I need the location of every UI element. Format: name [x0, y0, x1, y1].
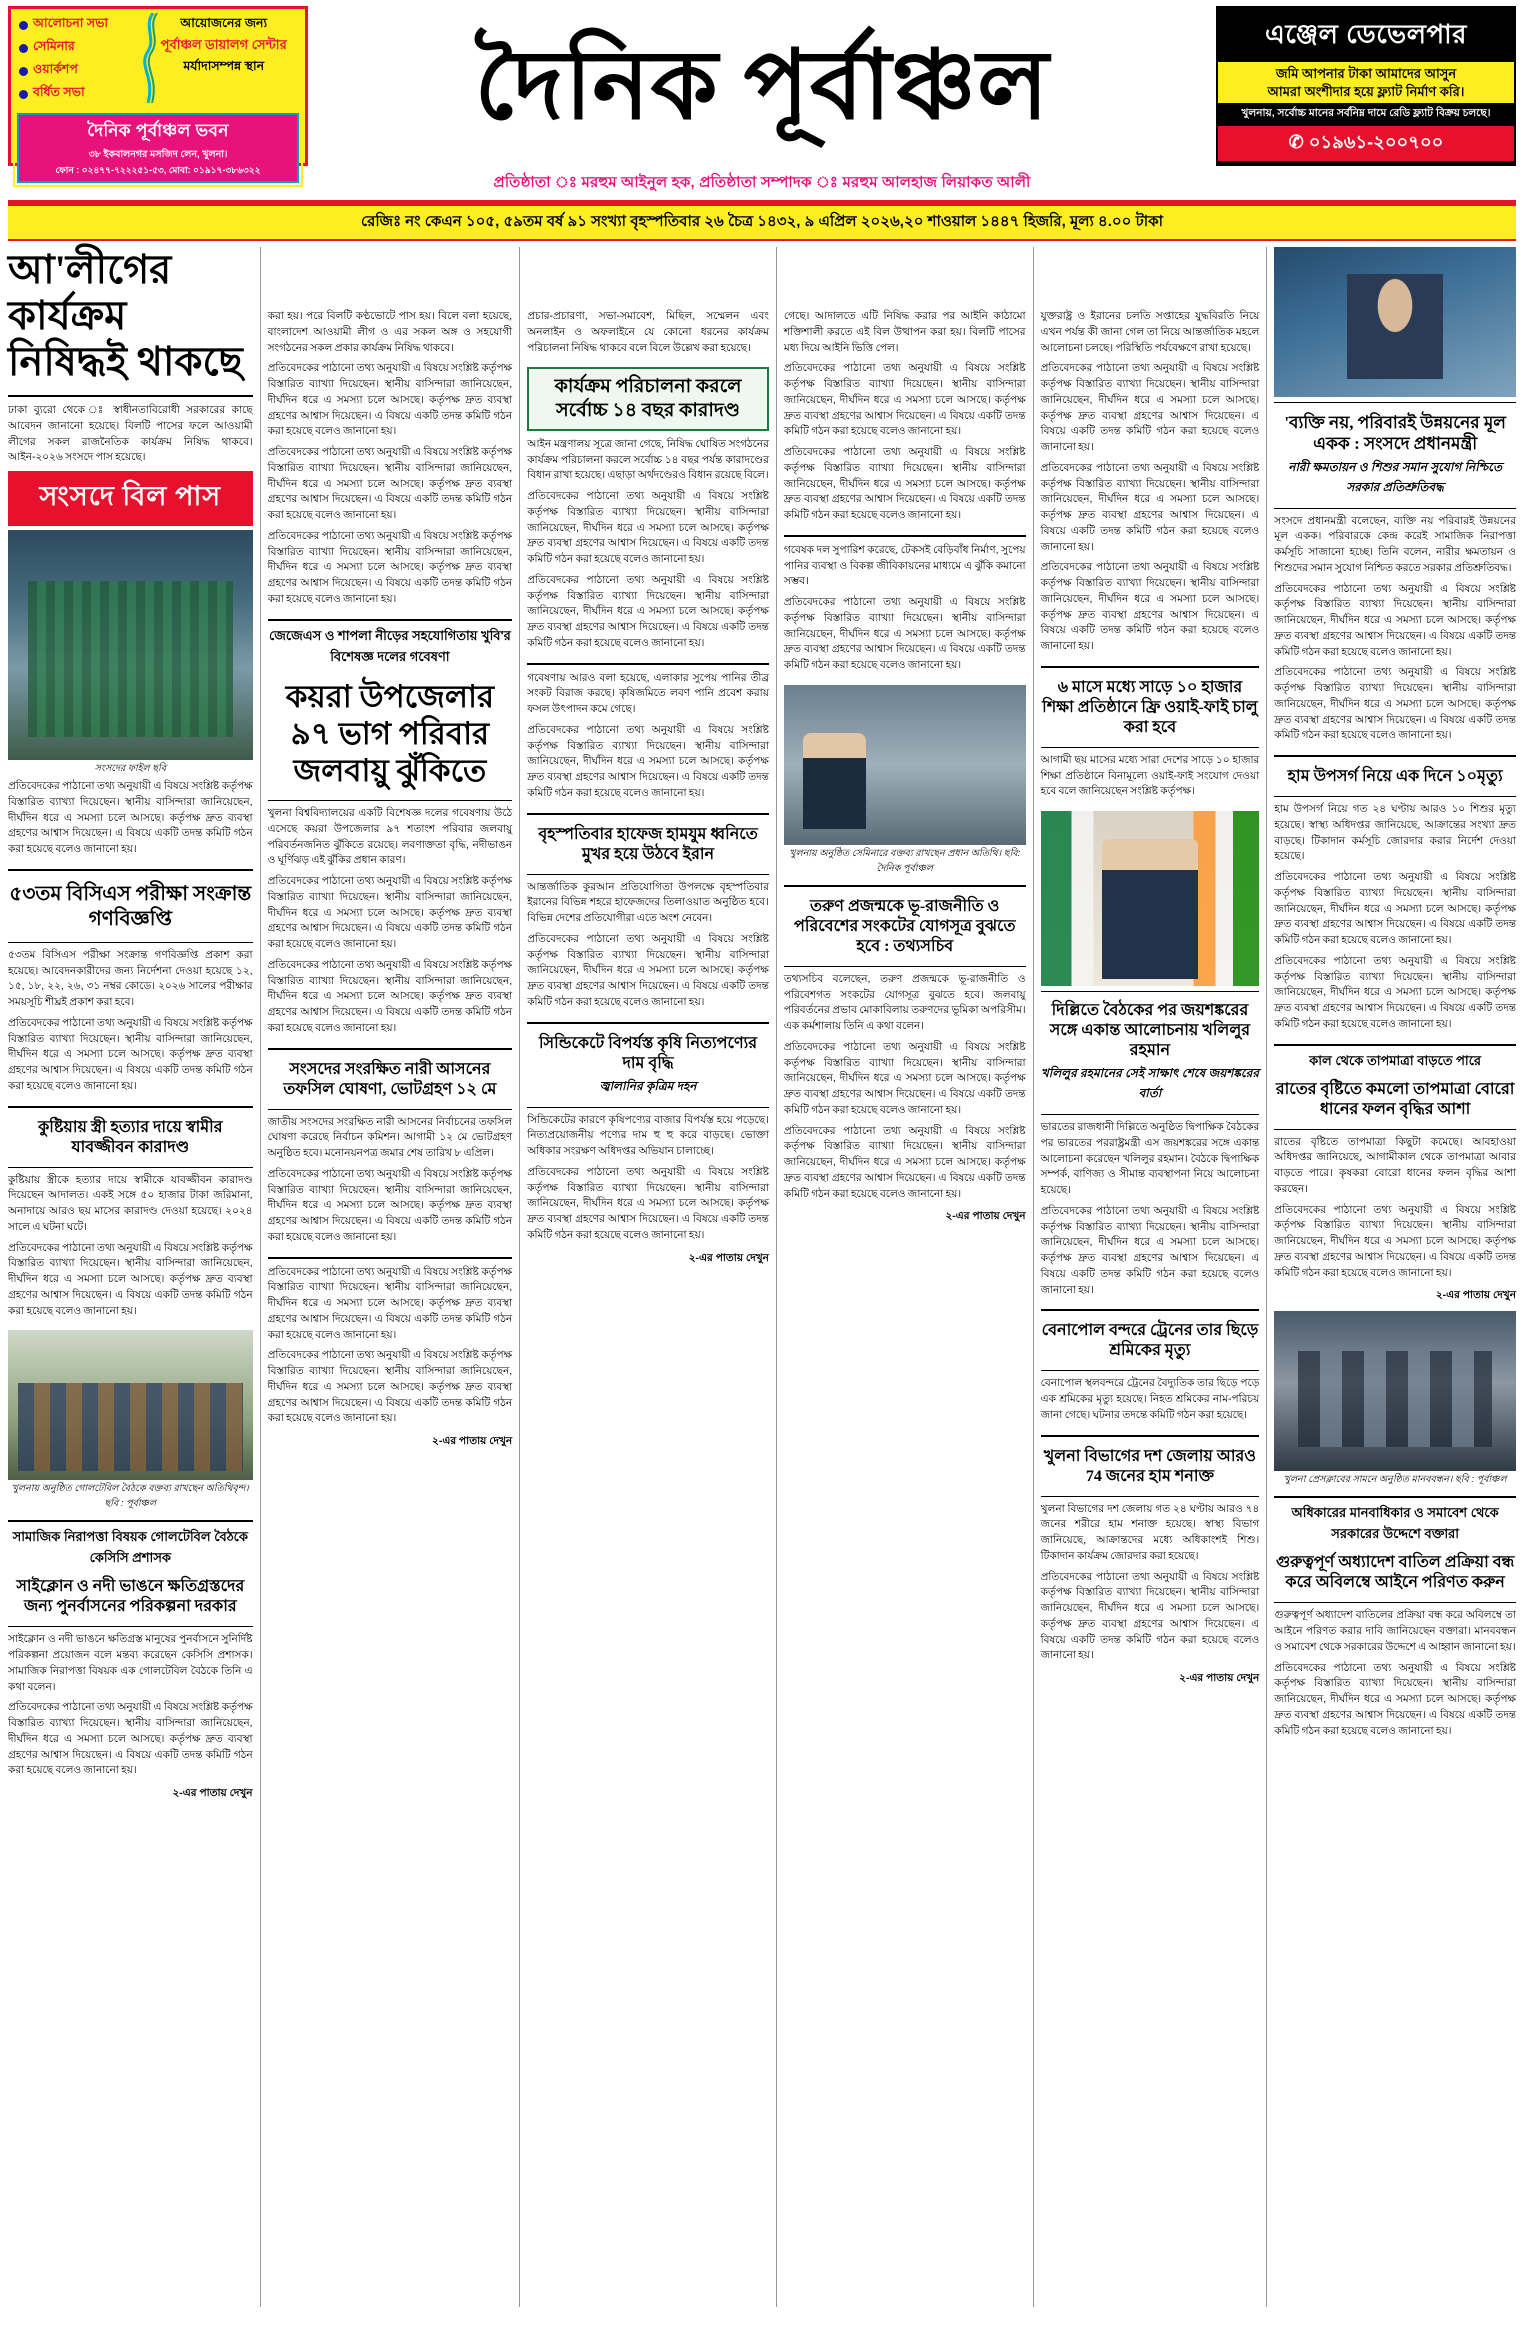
green-box-body: আইন মন্ত্রণালয় সূত্রে জানা গেছে, নিষিদ্ধ ঘোষিত সংগঠনের কার্যক্রম পরিচালনা করলে সর্বোচ্চ ১৪ বছর পর্যন্ত কারাদণ্ডের বিধান রাখা হয়েছে। এছাড়া অর্থদণ্ডেরও বিধান রয়েছে বিলে। — [527, 437, 769, 482]
article-women-seats-headline: সংসদের সংরক্ষিত নারী আসনের তফসিল ঘোষণা, ভোটগ্রহণ ১২ মে — [283, 1060, 497, 1098]
divider — [1041, 991, 1260, 992]
ad-right-yellow-line1: জমি আপনার টাকা আমাদের আসুন — [1275, 66, 1457, 81]
article-koyra-body-1b: প্রতিবেদকের পাঠানো তথ্য অনুযায়ী এ বিষয়ে সংশ্লিষ্ট কর্তৃপক্ষ বিস্তারিত ব্যাখ্যা দিয়েছেন। স্থানীয় বাসিন্দারা জানিয়েছেন, দীর্ঘদিন ধরে এ সমস্যা চলে আসছে। কর্তৃপক্ষ দ্রুত ব্যবস্থা গ্রহণের আশ্বাস দিয়েছেন। এ বিষয়ে একটি তদন্ত কমিটি গঠন করা হয়েছে বলেও জানানো হয়। — [267, 875, 513, 951]
column-6 — [1274, 247, 1516, 2307]
article-delhi-sub: খলিলুর রহমানের সেই সাক্ষাৎ শেষে জয়শঙ্করের বার্তা — [1040, 1066, 1259, 1100]
continued-label[interactable]: ২-এর পাতায় দেখুন — [945, 1210, 1026, 1223]
article-pm-sub: নারী ক্ষমতায়ন ও শিশুর সমান সুযোগ নিশ্চিতে সরকার প্রতিশ্রুতিবদ্ধ — [1288, 459, 1502, 494]
content-grid — [8, 247, 1516, 2307]
article-youth-headline: তরুণ প্রজন্মকে ভূ-রাজনীতি ও পরিবেশের সংকটের যোগসূত্র বুঝতে হবে : তথ্যসচিব — [794, 897, 1016, 955]
divider — [8, 1520, 253, 1522]
divider — [8, 1167, 253, 1168]
ad-left-phone: ফোন : ০২৪৭৭-৭২২২৫১-৫৩, মোবা: ০১৯১৭-৩৮৬৩২২ — [55, 165, 261, 175]
lead-body-4c: প্রতিবেদকের পাঠানো তথ্য অনুযায়ী এ বিষয়ে সংশ্লিষ্ট কর্তৃপক্ষ বিস্তারিত ব্যাখ্যা দিয়েছেন। স্থানীয় বাসিন্দারা জানিয়েছেন, দীর্ঘদিন ধরে এ সমস্যা চলে আসছে। কর্তৃপক্ষ দ্রুত ব্যবস্থা গ্রহণের আশ্বাস দিয়েছেন। এ বিষয়ে একটি তদন্ত কমিটি গঠন করা হয়েছে বলেও জানানো হয়। — [783, 446, 1026, 521]
seminar-photo — [784, 685, 1026, 845]
ad-bullet-label: ওয়ার্কশপ — [33, 62, 78, 76]
divider — [1274, 796, 1516, 797]
divider — [1274, 1602, 1516, 1603]
ad-left-line2: পূর্বাঞ্চল ডায়ালগ সেন্টার — [160, 37, 287, 52]
green-box-penalty — [527, 367, 769, 431]
bullet-dot-icon — [19, 90, 28, 99]
divider — [784, 966, 1026, 967]
lead-headline-wrap — [8, 247, 253, 397]
column-divider — [260, 247, 261, 2307]
delhi-handshake-photo — [1041, 811, 1260, 986]
article-bcs-body: ৫৩তম বিসিএস পরীক্ষা সংক্রান্ত গণবিজ্ঞপ্তি প্রকাশ করা হয়েছে। আবেদনকারীদের জন্য নির্দেশনা দেওয়া হয়েছে ১২, ১৫, ১৮, ২২, ২৬, ৩১ নম্বর কোডে। ২০২৬ সালের পরীক্ষার সময়সূচি শীঘ্রই প্রকাশ করা হবে। — [8, 948, 253, 1008]
article-women-seats-body: জাতীয় সংসদের সংরক্ষিত নারী আসনের নির্বাচনের তফসিল ঘোষণা করেছে নির্বাচন কমিশন। আগামী ১২ মে ভোটগ্রহণ অনুষ্ঠিত হবে। মনোনয়নপত্র জমার শেষ তারিখ ৮ এপ্রিল। — [267, 1115, 513, 1160]
article-measles-khulna-body: খুলনা বিভাগের দশ জেলায় গত ২৪ ঘণ্টায় আরও ৭৪ জনের শরীরে হাম শনাক্ত হয়েছে। স্বাস্থ্য বিভাগ জানিয়েছে, আক্রান্তদের মধ্যে অধিকাংশই শিশু। টিকাদান কার্যক্রম জোরদার করা হয়েছে। — [1040, 1502, 1260, 1562]
filler-body-c2: প্রতিবেদকের পাঠানো তথ্য অনুযায়ী এ বিষয়ে সংশ্লিষ্ট কর্তৃপক্ষ বিস্তারিত ব্যাখ্যা দিয়েছেন। স্থানীয় বাসিন্দারা জানিয়েছেন, দীর্ঘদিন ধরে এ সমস্যা চলে আসছে। কর্তৃপক্ষ দ্রুত ব্যবস্থা গ্রহণের আশ্বাস দিয়েছেন। এ বিষয়ে একটি তদন্ত কমিটি গঠন করা হয়েছে বলেও জানানো হয়। — [267, 1265, 513, 1341]
article-iran-quran-headline: বৃহস্পতিবার হাফেজ হামযুম ধ্বনিতে মুখর হয়ে উঠবে ইরান — [538, 825, 758, 863]
ad-right-yellow-line2: আমরা অংশীদার হয়ে ফ্ল্যাট নির্মাণ করি। — [1267, 83, 1465, 99]
article-ordinance-kicker: অধিকারের মানবাধিকার ও সমাবেশ থেকে সরকারের উদ্দেশে বক্তারা — [1291, 1505, 1499, 1542]
squiggle-divider-icon — [141, 13, 159, 103]
ad-right-yellow-block — [1218, 62, 1514, 103]
article-syndicate-headline: সিন্ডিকেটে বিপর্যস্ত কৃষি নিত্যপণ্যের দাম বৃদ্ধি — [538, 1034, 758, 1072]
continued-label[interactable]: ২-এর পাতায় দেখুন — [432, 1435, 513, 1448]
lead-body-2c: প্রতিবেদকের পাঠানো তথ্য অনুযায়ী এ বিষয়ে সংশ্লিষ্ট কর্তৃপক্ষ বিস্তারিত ব্যাখ্যা দিয়েছেন। স্থানীয় বাসিন্দারা জানিয়েছেন, দীর্ঘদিন ধরে এ সমস্যা চলে আসছে। কর্তৃপক্ষ দ্রুত ব্যবস্থা গ্রহণের আশ্বাস দিয়েছেন। এ বিষয়ে একটি তদন্ত কমিটি গঠন করা হয়েছে বলেও জানানো হয়। — [267, 446, 513, 521]
lead-body-3: প্রচার-প্রচারণা, সভা-সমাবেশ, মিছিল, সম্মেলন এবং অনলাইন ও অফলাইনে যে কোনো ধরনের কার্যক্রম পরিচালনা নিষিদ্ধ থাকবে বলে বিলে উল্লেখ করা হয়েছে। — [527, 310, 769, 354]
article-temperature-headline: রাতের বৃষ্টিতে কমলো তাপমাত্রা বোরো ধানের ফলন বৃদ্ধির আশা — [1275, 1080, 1515, 1118]
column-4 — [784, 247, 1026, 2307]
article-temperature-body: রাতের বৃষ্টিতে তাপমাত্রা কিছুটা কমেছে। আবহাওয়া অধিদপ্তর জানিয়েছে, আগামীকাল থেকে তাপমাত্রা আবার বাড়তে পারে। কৃষকরা বোরো ধানের ফলন বৃদ্ধির আশা করছেন। — [1274, 1135, 1516, 1195]
divider — [527, 663, 769, 665]
column-divider — [1033, 247, 1034, 2307]
article-delhi-body: ভারতের রাজধানী দিল্লিতে অনুষ্ঠিত দ্বিপাক্ষিক বৈঠকের পর ভারতের পররাষ্ট্রমন্ত্রী এস জয়শঙ্করের সঙ্গে একান্ত আলোচনা করেছেন খলিলুর রহমান। বৈঠকে দ্বিপাক্ষিক সম্পর্ক, বাণিজ্য ও সীমান্ত ব্যবস্থাপনা নিয়ে আলোচনা হয়েছে। — [1040, 1121, 1260, 1196]
lead-body-2b: প্রতিবেদকের পাঠানো তথ্য অনুযায়ী এ বিষয়ে সংশ্লিষ্ট কর্তৃপক্ষ বিস্তারিত ব্যাখ্যা দিয়েছেন। স্থানীয় বাসিন্দারা জানিয়েছেন, দীর্ঘদিন ধরে এ সমস্যা চলে আসছে। কর্তৃপক্ষ দ্রুত ব্যবস্থা গ্রহণের আশ্বাস দিয়েছেন। এ বিষয়ে একটি তদন্ত কমিটি গঠন করা হয়েছে বলেও জানানো হয়। — [267, 362, 513, 438]
column-3 — [527, 247, 769, 2307]
ad-left-building-name: দৈনিক পূর্বাঞ্চল ভবন — [87, 121, 229, 140]
green-box-body-3: প্রতিবেদকের পাঠানো তথ্য অনুযায়ী এ বিষয়ে সংশ্লিষ্ট কর্তৃপক্ষ বিস্তারিত ব্যাখ্যা দিয়েছেন। স্থানীয় বাসিন্দারা জানিয়েছেন, দীর্ঘদিন ধরে এ সমস্যা চলে আসছে। কর্তৃপক্ষ দ্রুত ব্যবস্থা গ্রহণের আশ্বাস দিয়েছেন। এ বিষয়ে একটি তদন্ত কমিটি গঠন করা হয়েছে বলেও জানানো হয়। — [527, 573, 769, 649]
roundtable-photo — [8, 1330, 253, 1480]
masthead — [8, 6, 1516, 175]
article-koyra-body-2b: প্রতিবেদকের পাঠানো তথ্য অনুযায়ী এ বিষয়ে সংশ্লিষ্ট কর্তৃপক্ষ বিস্তারিত ব্যাখ্যা দিয়েছেন। স্থানীয় বাসিন্দারা জানিয়েছেন, দীর্ঘদিন ধরে এ সমস্যা চলে আসছে। কর্তৃপক্ষ দ্রুত ব্যবস্থা গ্রহণের আশ্বাস দিয়েছেন। এ বিষয়ে একটি তদন্ত কমিটি গঠন করা হয়েছে বলেও জানানো হয়। — [527, 723, 769, 799]
divider — [1041, 1496, 1260, 1497]
article-kushtia-headline: কুষ্টিয়ায় স্ত্রী হত্যার দায়ে স্বামীর যাবজ্জীবন কারাদণ্ড — [38, 1118, 223, 1156]
lead-body-5d: প্রতিবেদকের পাঠানো তথ্য অনুযায়ী এ বিষয়ে সংশ্লিষ্ট কর্তৃপক্ষ বিস্তারিত ব্যাখ্যা দিয়েছেন। স্থানীয় বাসিন্দারা জানিয়েছেন, দীর্ঘদিন ধরে এ সমস্যা চলে আসছে। কর্তৃপক্ষ দ্রুত ব্যবস্থা গ্রহণের আশ্বাস দিয়েছেন। এ বিষয়ে একটি তদন্ত কমিটি গঠন করা হয়েছে বলেও জানানো হয়। — [1040, 561, 1260, 652]
ad-bullet-label: আলোচনা সভা — [33, 16, 109, 30]
article-women-seats-body-2: প্রতিবেদকের পাঠানো তথ্য অনুযায়ী এ বিষয়ে সংশ্লিষ্ট কর্তৃপক্ষ বিস্তারিত ব্যাখ্যা দিয়েছেন। স্থানীয় বাসিন্দারা জানিয়েছেন, দীর্ঘদিন ধরে এ সমস্যা চলে আসছে। কর্তৃপক্ষ দ্রুত ব্যবস্থা গ্রহণের আশ্বাস দিয়েছেন। এ বিষয়ে একটি তদন্ত কমিটি গঠন করা হয়েছে বলেও জানানো হয়। — [267, 1167, 513, 1243]
article-pm-body-2: প্রতিবেদকের পাঠানো তথ্য অনুযায়ী এ বিষয়ে সংশ্লিষ্ট কর্তৃপক্ষ বিস্তারিত ব্যাখ্যা দিয়েছেন। স্থানীয় বাসিন্দারা জানিয়েছেন, দীর্ঘদিন ধরে এ সমস্যা চলে আসছে। কর্তৃপক্ষ দ্রুত ব্যবস্থা গ্রহণের আশ্বাস দিয়েছেন। এ বিষয়ে একটি তদন্ত কমিটি গঠন করা হয়েছে বলেও জানানো হয়। — [1274, 582, 1516, 658]
divider — [1274, 1044, 1516, 1046]
column-divider — [1266, 247, 1267, 2307]
green-box-headline: কার্যক্রম পরিচালনা করলে সর্বোচ্চ ১৪ বছর কারাদণ্ড — [554, 376, 742, 421]
founder-line: প্রতিষ্ঠাতা ঃ মরহুম আইনুল হক, প্রতিষ্ঠাতা সম্পাদক ঃ মরহুম আলহাজ লিয়াকত আলী — [493, 174, 1031, 191]
continued-label[interactable]: ২-এর পাতায় দেখুন — [688, 1251, 769, 1264]
article-delhi-body-2: প্রতিবেদকের পাঠানো তথ্য অনুযায়ী এ বিষয়ে সংশ্লিষ্ট কর্তৃপক্ষ বিস্তারিত ব্যাখ্যা দিয়েছেন। স্থানীয় বাসিন্দারা জানিয়েছেন, দীর্ঘদিন ধরে এ সমস্যা চলে আসছে। কর্তৃপক্ষ দ্রুত ব্যবস্থা গ্রহণের আশ্বাস দিয়েছেন। এ বিষয়ে একটি তদন্ত কমিটি গঠন করা হয়েছে বলেও জানানো হয়। — [1040, 1204, 1260, 1296]
ad-left-building-box — [17, 113, 299, 183]
divider — [1041, 1309, 1260, 1311]
continued-label[interactable]: ২-এর পাতায় দেখুন — [172, 1787, 253, 1799]
page-title: দৈনিক পূর্বাঞ্চল — [474, 32, 1050, 139]
article-koyra-body-2: গবেষণায় আরও বলা হয়েছে, এলাকার সুপেয় পানির তীব্র সংকট বিরাজ করছে। কৃষিজমিতে লবণ পানি প্রবেশ করায় ফসল উৎপাদন কমে গেছে। — [527, 671, 769, 715]
article-iran-quran-body-2: প্রতিবেদকের পাঠানো তথ্য অনুযায়ী এ বিষয়ে সংশ্লিষ্ট কর্তৃপক্ষ বিস্তারিত ব্যাখ্যা দিয়েছেন। স্থানীয় বাসিন্দারা জানিয়েছেন, দীর্ঘদিন ধরে এ সমস্যা চলে আসছে। কর্তৃপক্ষ দ্রুত ব্যবস্থা গ্রহণের আশ্বাস দিয়েছেন। এ বিষয়ে একটি তদন্ত কমিটি গঠন করা হয়েছে বলেও জানানো হয়। — [527, 932, 769, 1008]
divider — [268, 800, 513, 801]
lead-body-extra: প্রতিবেদকের পাঠানো তথ্য অনুযায়ী এ বিষয়ে সংশ্লিষ্ট কর্তৃপক্ষ বিস্তারিত ব্যাখ্যা দিয়েছেন। স্থানীয় বাসিন্দারা জানিয়েছেন, দীর্ঘদিন ধরে এ সমস্যা চলে আসছে। কর্তৃপক্ষ দ্রুত ব্যবস্থা গ্রহণের আশ্বাস দিয়েছেন। এ বিষয়ে একটি তদন্ত কমিটি গঠন করা হয়েছে বলেও জানানো হয়। — [8, 780, 253, 855]
divider — [1274, 755, 1516, 757]
ad-right-phone[interactable]: ✆ ০১৯৬১-২০০৭০০ — [1218, 126, 1514, 161]
divider — [1274, 1496, 1516, 1498]
article-youth-body-2: প্রতিবেদকের পাঠানো তথ্য অনুযায়ী এ বিষয়ে সংশ্লিষ্ট কর্তৃপক্ষ বিস্তারিত ব্যাখ্যা দিয়েছেন। স্থানীয় বাসিন্দারা জানিয়েছেন, দীর্ঘদিন ধরে এ সমস্যা চলে আসছে। কর্তৃপক্ষ দ্রুত ব্যবস্থা গ্রহণের আশ্বাস দিয়েছেন। এ বিষয়ে একটি তদন্ত কমিটি গঠন করা হয়েছে বলেও জানানো হয়। — [783, 1040, 1026, 1116]
ad-bullet-label: সেমিনার — [33, 39, 75, 53]
article-river-headline: সাইক্লোন ও নদী ভাঙনে ক্ষতিগ্রস্তদের জন্য পুনর্বাসনের পরিকল্পনা দরকার — [16, 1578, 245, 1616]
column-2 — [268, 247, 513, 2307]
article-iran-quran-body: আন্তর্জাতিক কুরআন প্রতিযোগিতা উপলক্ষে বৃহস্পতিবার ইরানের বিভিন্ন শহরে হাফেজদের তিলাওয়াত অনুষ্ঠিত হবে। বিভিন্ন দেশের প্রতিযোগীরা এতে অংশ নেবেন। — [527, 880, 769, 924]
list-item — [19, 84, 144, 104]
article-bcs-headline: ৫৩তম বিসিএস পরীক্ষা সংক্রান্ত গণবিজ্ঞপ্তি — [9, 882, 252, 930]
lead-body-4: গেছে। আদালতে এটি নিষিদ্ধ করার পর আইনি কাঠামো শক্তিশালী করতে এই বিল উত্থাপন করা হয়। বিলটি পাসের মধ্য দিয়ে আইনি ভিত্তি পেল। — [783, 310, 1026, 354]
column-divider — [776, 247, 777, 2307]
article-measles-death-body-3: প্রতিবেদকের পাঠানো তথ্য অনুযায়ী এ বিষয়ে সংশ্লিষ্ট কর্তৃপক্ষ বিস্তারিত ব্যাখ্যা দিয়েছেন। স্থানীয় বাসিন্দারা জানিয়েছেন, দীর্ঘদিন ধরে এ সমস্যা চলে আসছে। কর্তৃপক্ষ দ্রুত ব্যবস্থা গ্রহণের আশ্বাস দিয়েছেন। এ বিষয়ে একটি তদন্ত কমিটি গঠন করা হয়েছে বলেও জানানো হয়। — [1274, 954, 1516, 1030]
parliament-photo — [8, 530, 253, 760]
divider — [527, 1022, 769, 1024]
ad-right-angel-developer[interactable] — [1216, 6, 1516, 166]
lead-body-4b: প্রতিবেদকের পাঠানো তথ্য অনুযায়ী এ বিষয়ে সংশ্লিষ্ট কর্তৃপক্ষ বিস্তারিত ব্যাখ্যা দিয়েছেন। স্থানীয় বাসিন্দারা জানিয়েছেন, দীর্ঘদিন ধরে এ সমস্যা চলে আসছে। কর্তৃপক্ষ দ্রুত ব্যবস্থা গ্রহণের আশ্বাস দিয়েছেন। এ বিষয়ে একটি তদন্ত কমিটি গঠন করা হয়েছে বলেও জানানো হয়। — [783, 362, 1026, 438]
divider — [527, 874, 769, 875]
lead-body-1: ঢাকা ব্যুরো থেকে ঃ স্বাধীনতাবিরোধী সরকারের কাছে আবেদন জানানো হয়েছে। বিলটি পাসের ফলে আওয়ামী লীগের সকল রাজনৈতিক কার্যক্রম নিষিদ্ধ থাকবে। আইন-২০২৬ সংসদে পাস হয়েছে। — [8, 404, 253, 464]
divider — [8, 1106, 253, 1108]
article-measles-khulna-headline: খুলনা বিভাগের দশ জেলায় আরও 74 জনের হাম শনাক্ত — [1043, 1447, 1257, 1485]
lead-body-2d: প্রতিবেদকের পাঠানো তথ্য অনুযায়ী এ বিষয়ে সংশ্লিষ্ট কর্তৃপক্ষ বিস্তারিত ব্যাখ্যা দিয়েছেন। স্থানীয় বাসিন্দারা জানিয়েছেন, দীর্ঘদিন ধরে এ সমস্যা চলে আসছে। কর্তৃপক্ষ দ্রুত ব্যবস্থা গ্রহণের আশ্বাস দিয়েছেন। এ বিষয়ে একটি তদন্ত কমিটি গঠন করা হয়েছে বলেও জানানো হয়। — [267, 529, 513, 605]
parliament-photo-caption: সংসদের ফাইল ছবি — [94, 763, 167, 774]
article-syndicate-body: সিন্ডিকেটের কারণে কৃষিপণ্যের বাজার বিপর্যস্ত হয়ে পড়েছে। নিত্যপ্রয়োজনীয় পণ্যের দাম হু হু করে বাড়ছে। ভোক্তা অধিকার সংরক্ষণ অধিদপ্তর অভিযান চালাচ্ছে। — [527, 1113, 769, 1157]
article-benapole-body: বেনাপোল স্থলবন্দরে ট্রেনের বৈদ্যুতিক তার ছিড়ে পড়ে এক শ্রমিকের মৃত্যু হয়েছে। নিহত শ্রমিকের নাম-পরিচয় জানা গেছে। ঘটনার তদন্তে কমিটি গঠন করা হয়েছে। — [1040, 1377, 1260, 1421]
divider — [1274, 508, 1516, 509]
ad-left-top — [13, 11, 303, 111]
article-measles-death-body-2: প্রতিবেদকের পাঠানো তথ্য অনুযায়ী এ বিষয়ে সংশ্লিষ্ট কর্তৃপক্ষ বিস্তারিত ব্যাখ্যা দিয়েছেন। স্থানীয় বাসিন্দারা জানিয়েছেন, দীর্ঘদিন ধরে এ সমস্যা চলে আসছে। কর্তৃপক্ষ দ্রুত ব্যবস্থা গ্রহণের আশ্বাস দিয়েছেন। এ বিষয়ে একটি তদন্ত কমিটি গঠন করা হয়েছে বলেও জানানো হয়। — [1274, 871, 1516, 946]
lead-body-5: যুক্তরাষ্ট্র ও ইরানের চলতি সপ্তাহের যুদ্ধবিরতি নিয়ে এখন পর্যন্ত কী জানা গেল তা নিয়ে আন্তর্জাতিক মহলে আলোচনা চলছে। পরিস্থিতি পর্যবেক্ষণে রাখা হয়েছে। — [1040, 310, 1260, 354]
article-measles-death-headline: হাম উপসর্গ নিয়ে এক দিনে ১০মৃত্যু — [1287, 768, 1503, 785]
article-koyra-kicker: জেজেএস ও শাপলা নীড়ের সহযোগিতায় খুবি'র বিশেষজ্ঞ দলের গবেষণা — [268, 627, 511, 664]
article-measles-khulna-body-2: প্রতিবেদকের পাঠানো তথ্য অনুযায়ী এ বিষয়ে সংশ্লিষ্ট কর্তৃপক্ষ বিস্তারিত ব্যাখ্যা দিয়েছেন। স্থানীয় বাসিন্দারা জানিয়েছেন, দীর্ঘদিন ধরে এ সমস্যা চলে আসছে। কর্তৃপক্ষ দ্রুত ব্যবস্থা গ্রহণের আশ্বাস দিয়েছেন। এ বিষয়ে একটি তদন্ত কমিটি গঠন করা হয়েছে বলেও জানানো হয়। — [1040, 1570, 1260, 1662]
article-river-body: সাইক্লোন ও নদী ভাঙনে ক্ষতিগ্রস্ত মানুষের পুনর্বাসনে সুনির্দিষ্ট পরিকল্পনা প্রয়োজন বলে মন্তব্য করেছেন কেসিসি প্রশাসক। সামাজিক নিরাপত্তা বিষয়ক এক গোলটেবিল বৈঠকে তিনি এ কথা বলেন। — [8, 1633, 253, 1693]
divider — [8, 942, 253, 943]
article-delhi-headline: দিল্লিতে বৈঠকের পর জয়শঙ্করের সঙ্গে একান্ত আলোচনায় খলিলুর রহমান — [1049, 1002, 1251, 1059]
protest-photo-caption: খুলনা প্রেসক্লাবের সামনে অনুষ্ঠিত মানববন্ধন। ছবি : পূর্বাঞ্চল — [1283, 1474, 1507, 1486]
article-pm-body-3: প্রতিবেদকের পাঠানো তথ্য অনুযায়ী এ বিষয়ে সংশ্লিষ্ট কর্তৃপক্ষ বিস্তারিত ব্যাখ্যা দিয়েছেন। স্থানীয় বাসিন্দারা জানিয়েছেন, দীর্ঘদিন ধরে এ সমস্যা চলে আসছে। কর্তৃপক্ষ দ্রুত ব্যবস্থা গ্রহণের আশ্বাস দিয়েছেন। এ বিষয়ে একটি তদন্ত কমিটি গঠন করা হয়েছে বলেও জানানো হয়। — [1274, 666, 1516, 742]
divider — [784, 535, 1026, 537]
bullet-dot-icon — [19, 67, 28, 76]
column-1 — [8, 247, 253, 2307]
article-measles-death-body: হাম উপসর্গ নিয়ে গত ২৪ ঘণ্টায় আরও ১০ শিশুর মৃত্যু হয়েছে। স্বাস্থ্য অধিদপ্তর জানিয়েছে, আক্রান্তের সংখ্যা দ্রুত বাড়ছে। টিকাদান কর্মসূচি জোরদার করার নির্দেশ দেওয়া হয়েছে। — [1274, 803, 1516, 863]
divider — [1041, 747, 1260, 748]
divider — [784, 885, 1026, 887]
ad-bullet-list — [13, 11, 146, 111]
article-ordinance-body-2: প্রতিবেদকের পাঠানো তথ্য অনুযায়ী এ বিষয়ে সংশ্লিষ্ট কর্তৃপক্ষ বিস্তারিত ব্যাখ্যা দিয়েছেন। স্থানীয় বাসিন্দারা জানিয়েছেন, দীর্ঘদিন ধরে এ সমস্যা চলে আসছে। কর্তৃপক্ষ দ্রুত ব্যবস্থা গ্রহণের আশ্বাস দিয়েছেন। এ বিষয়ে একটি তদন্ত কমিটি গঠন করা হয়েছে বলেও জানানো হয়। — [1274, 1661, 1516, 1737]
date-registration-strip: রেজিঃ নং কেএন ১০৫, ৫৯তম বর্ষ ৯১ সংখ্যা বৃহস্পতিবার ২৬ চৈত্র ১৪৩২, ৯ এপ্রিল ২০২৬,২০ শাওয়াল ১৪৪৭ হিজরি, মূল্য ৪.০০ টাকা — [8, 204, 1516, 241]
column-divider — [519, 247, 520, 2307]
divider — [1274, 402, 1516, 403]
ad-right-black-line: খুলনায়, সর্বোচ্চ মানের সর্বনিম্ন দামে রেডি ফ্ল্যাট বিক্রয় চলছে। — [1218, 103, 1514, 126]
article-koyra-body-1: খুলনা বিশ্ববিদ্যালয়ের একটি বিশেষজ্ঞ দলের গবেষণায় উঠে এসেছে কয়রা উপজেলার ৯৭ শতাংশ পরিবার জলবায়ু পরিবর্তনজনিত ঝুঁকিতে রয়েছে। লবণাক্ততা বৃদ্ধি, নদীভাঙন ও ঘূর্ণিঝড় এই ঝুঁকির প্রধান কারণ। — [267, 807, 513, 867]
article-bcs-body-2: প্রতিবেদকের পাঠানো তথ্য অনুযায়ী এ বিষয়ে সংশ্লিষ্ট কর্তৃপক্ষ বিস্তারিত ব্যাখ্যা দিয়েছেন। স্থানীয় বাসিন্দারা জানিয়েছেন, দীর্ঘদিন ধরে এ সমস্যা চলে আসছে। কর্তৃপক্ষ দ্রুত ব্যবস্থা গ্রহণের আশ্বাস দিয়েছেন। এ বিষয়ে একটি তদন্ত কমিটি গঠন করা হয়েছে বলেও জানানো হয়। — [8, 1016, 253, 1092]
roundtable-photo-caption: খুলনায় অনুষ্ঠিত গোলটেবিল বৈঠকে বক্তব্য রাখছেন অতিথিবৃন্দ। ছবি : পূর্বাঞ্চল — [11, 1483, 249, 1510]
paper-title-block — [314, 6, 1210, 166]
continued-label[interactable]: ২-এর পাতায় দেখুন — [1179, 1672, 1260, 1684]
pm-speech-photo — [1274, 247, 1516, 397]
ad-bullet-label: বর্ধিত সভা — [33, 85, 85, 99]
lead-body-5c: প্রতিবেদকের পাঠানো তথ্য অনুযায়ী এ বিষয়ে সংশ্লিষ্ট কর্তৃপক্ষ বিস্তারিত ব্যাখ্যা দিয়েছেন। স্থানীয় বাসিন্দারা জানিয়েছেন, দীর্ঘদিন ধরে এ সমস্যা চলে আসছে। কর্তৃপক্ষ দ্রুত ব্যবস্থা গ্রহণের আশ্বাস দিয়েছেন। এ বিষয়ে একটি তদন্ত কমিটি গঠন করা হয়েছে বলেও জানানো হয়। — [1040, 461, 1260, 553]
lead-body-5b: প্রতিবেদকের পাঠানো তথ্য অনুযায়ী এ বিষয়ে সংশ্লিষ্ট কর্তৃপক্ষ বিস্তারিত ব্যাখ্যা দিয়েছেন। স্থানীয় বাসিন্দারা জানিয়েছেন, দীর্ঘদিন ধরে এ সমস্যা চলে আসছে। কর্তৃপক্ষ দ্রুত ব্যবস্থা গ্রহণের আশ্বাস দিয়েছেন। এ বিষয়ে একটি তদন্ত কমিটি গঠন করা হয়েছে বলেও জানানো হয়। — [1040, 362, 1260, 453]
article-kushtia-body-2: প্রতিবেদকের পাঠানো তথ্য অনুযায়ী এ বিষয়ে সংশ্লিষ্ট কর্তৃপক্ষ বিস্তারিত ব্যাখ্যা দিয়েছেন। স্থানীয় বাসিন্দারা জানিয়েছেন, দীর্ঘদিন ধরে এ সমস্যা চলে আসছে। কর্তৃপক্ষ দ্রুত ব্যবস্থা গ্রহণের আশ্বাস দিয়েছেন। এ বিষয়ে একটি তদন্ত কমিটি গঠন করা হয়েছে বলেও জানানো হয়। — [8, 1241, 253, 1317]
article-youth-body: তথ্যসচিব বলেছেন, তরুণ প্রজন্মকে ভূ-রাজনীতি ও পরিবেশগত সংকটের যোগসূত্র বুঝতে হবে। জলবায়ু পরিবর্তনের প্রভাব মোকাবিলায় তরুণদের ভূমিকা অপরিসীম। এক কর্মশালায় তিনি এ কথা বলেন। — [783, 972, 1026, 1032]
divider — [1041, 1435, 1260, 1437]
article-syndicate-body-2: প্রতিবেদকের পাঠানো তথ্য অনুযায়ী এ বিষয়ে সংশ্লিষ্ট কর্তৃপক্ষ বিস্তারিত ব্যাখ্যা দিয়েছেন। স্থানীয় বাসিন্দারা জানিয়েছেন, দীর্ঘদিন ধরে এ সমস্যা চলে আসছে। কর্তৃপক্ষ দ্রুত ব্যবস্থা গ্রহণের আশ্বাস দিয়েছেন। এ বিষয়ে একটি তদন্ত কমিটি গঠন করা হয়েছে বলেও জানানো হয়। — [527, 1165, 769, 1241]
article-temperature-body-2: প্রতিবেদকের পাঠানো তথ্য অনুযায়ী এ বিষয়ে সংশ্লিষ্ট কর্তৃপক্ষ বিস্তারিত ব্যাখ্যা দিয়েছেন। স্থানীয় বাসিন্দারা জানিয়েছেন, দীর্ঘদিন ধরে এ সমস্যা চলে আসছে। কর্তৃপক্ষ দ্রুত ব্যবস্থা গ্রহণের আশ্বাস দিয়েছেন। এ বিষয়ে একটি তদন্ত কমিটি গঠন করা হয়েছে বলেও জানানো হয়। — [1274, 1203, 1516, 1279]
ad-left-address: ৩৮ ইকবালনগর মসজিদ লেন, খুলনা। — [88, 149, 228, 160]
bullet-dot-icon — [19, 21, 28, 30]
column-5 — [1041, 247, 1260, 2307]
divider — [268, 1257, 513, 1259]
article-ordinance-headline: গুরুত্বপূর্ণ অধ্যাদেশ বাতিল প্রক্রিয়া বন্ধ করে অবিলম্বে আইনে পরিণত করুন — [1275, 1554, 1515, 1592]
article-koyra-body-3: গবেষক দল সুপারিশ করেছে, টেকসই বেড়িবাঁধ নির্মাণ, সুপেয় পানির ব্যবস্থা ও বিকল্প জীবিকায়নের মাধ্যমে এ ঝুঁকি কমানো সম্ভব। — [783, 543, 1026, 588]
divider — [268, 1109, 513, 1110]
article-river-kicker: সামাজিক নিরাপত্তা বিষয়ক গোলটেবিল বৈঠকে কেসিসি প্রশাসক — [12, 1529, 248, 1566]
divider — [268, 619, 513, 621]
ad-left-line1: আয়োজনের জন্য — [180, 16, 268, 30]
green-box-body-2: প্রতিবেদকের পাঠানো তথ্য অনুযায়ী এ বিষয়ে সংশ্লিষ্ট কর্তৃপক্ষ বিস্তারিত ব্যাখ্যা দিয়েছেন। স্থানীয় বাসিন্দারা জানিয়েছেন, দীর্ঘদিন ধরে এ সমস্যা চলে আসছে। কর্তৃপক্ষ দ্রুত ব্যবস্থা গ্রহণের আশ্বাস দিয়েছেন। এ বিষয়ে একটি তদন্ত কমিটি গঠন করা হয়েছে বলেও জানানো হয়। — [527, 490, 769, 565]
ad-left-text — [146, 11, 303, 111]
lead-body-2: করা হয়। পরে বিলটি কণ্ঠভোটে পাস হয়। বিলে বলা হয়েছে, বাংলাদেশ আওয়ামী লীগ ও এর সকল অঙ্গ ও সহযোগী সংগঠনের সকল প্রকার কার্যক্রম নিষিদ্ধ থাকবে। — [267, 310, 513, 354]
article-river-body-2: প্রতিবেদকের পাঠানো তথ্য অনুযায়ী এ বিষয়ে সংশ্লিষ্ট কর্তৃপক্ষ বিস্তারিত ব্যাখ্যা দিয়েছেন। স্থানীয় বাসিন্দারা জানিয়েছেন, দীর্ঘদিন ধরে এ সমস্যা চলে আসছে। কর্তৃপক্ষ দ্রুত ব্যবস্থা গ্রহণের আশ্বাস দিয়েছেন। এ বিষয়ে একটি তদন্ত কমিটি গঠন করা হয়েছে বলেও জানানো হয়। — [8, 1701, 253, 1777]
bullet-dot-icon — [19, 44, 28, 53]
divider — [268, 1048, 513, 1050]
divider — [1041, 666, 1260, 668]
ad-right-company-name: এঞ্জেল ডেভেলপার — [1265, 19, 1467, 49]
divider — [1041, 1114, 1260, 1115]
list-item — [19, 38, 144, 58]
article-youth-body-3: প্রতিবেদকের পাঠানো তথ্য অনুযায়ী এ বিষয়ে সংশ্লিষ্ট কর্তৃপক্ষ বিস্তারিত ব্যাখ্যা দিয়েছেন। স্থানীয় বাসিন্দারা জানিয়েছেন, দীর্ঘদিন ধরে এ সমস্যা চলে আসছে। কর্তৃপক্ষ দ্রুত ব্যবস্থা গ্রহণের আশ্বাস দিয়েছেন। এ বিষয়ে একটি তদন্ত কমিটি গঠন করা হয়েছে বলেও জানানো হয়। — [783, 1124, 1026, 1200]
article-koyra-body-3b: প্রতিবেদকের পাঠানো তথ্য অনুযায়ী এ বিষয়ে সংশ্লিষ্ট কর্তৃপক্ষ বিস্তারিত ব্যাখ্যা দিয়েছেন। স্থানীয় বাসিন্দারা জানিয়েছেন, দীর্ঘদিন ধরে এ সমস্যা চলে আসছে। কর্তৃপক্ষ দ্রুত ব্যবস্থা গ্রহণের আশ্বাস দিয়েছেন। এ বিষয়ে একটি তদন্ত কমিটি গঠন করা হয়েছে বলেও জানানো হয়। — [783, 596, 1026, 671]
article-pm-body: সংসদে প্রধানমন্ত্রী বলেছেন, ব্যক্তি নয় পরিবারই উন্নয়নের মূল একক। পরিবারকে কেন্দ্র করেই সামাজিক নিরাপত্তা কর্মসূচি সাজানো হচ্ছে। তিনি বলেন, নারীর ক্ষমতায়ন ও শিশুদের সমান সুযোগ নিশ্চিত করতে সরকার প্রতিশ্রুতিবদ্ধ। — [1274, 514, 1516, 574]
article-koyra-body-1c: প্রতিবেদকের পাঠানো তথ্য অনুযায়ী এ বিষয়ে সংশ্লিষ্ট কর্তৃপক্ষ বিস্তারিত ব্যাখ্যা দিয়েছেন। স্থানীয় বাসিন্দারা জানিয়েছেন, দীর্ঘদিন ধরে এ সমস্যা চলে আসছে। কর্তৃপক্ষ দ্রুত ব্যবস্থা গ্রহণের আশ্বাস দিয়েছেন। এ বিষয়ে একটি তদন্ত কমিটি গঠন করা হয়েছে বলেও জানানো হয়। — [267, 958, 513, 1034]
article-syndicate-sub: জ্বালানির কৃত্রিম দহন — [599, 1078, 697, 1093]
article-pm-headline: 'ব্যক্তি নয়, পরিবারই উন্নয়নের মূল একক : সংসদে প্রধানমন্ত্রী — [1284, 413, 1506, 454]
seminar-photo-caption: খুলনায় অনুষ্ঠিত সেমিনারে বক্তব্য রাখছেন প্রধান অতিথি। ছবি: দৈনিক পূর্বাঞ্চল — [789, 847, 1021, 874]
divider — [1274, 1129, 1516, 1130]
divider — [527, 1107, 769, 1108]
lead-headline: আ'লীগের কার্যক্রম নিষিদ্ধই থাকছে — [8, 247, 243, 384]
list-item — [19, 61, 144, 81]
article-temperature-kicker: কাল থেকে তাপমাত্রা বাড়তে পারে — [1309, 1052, 1482, 1068]
article-koyra-headline: কয়রা উপজেলার ৯৭ ভাগ পরিবার জলবায়ু ঝুঁকিতে — [285, 678, 495, 788]
article-wifi-headline: ৬ মাসে মধ্যে সাড়ে ১০ হাজার শিক্ষা প্রতিষ্ঠানে ফ্রি ওয়াই-ফাই চালু করা হবে — [1042, 678, 1258, 736]
divider — [1041, 1370, 1260, 1371]
ad-left-dialogue-center[interactable] — [8, 6, 308, 175]
ad-left-line3: মর্যাদাসম্পন্ন স্থান — [183, 59, 265, 73]
article-benapole-headline: বেনাপোল বন্দরে ট্রেনের তার ছিড়ে শ্রমিকের মৃত্যু — [1041, 1322, 1259, 1360]
banner-bill-passed: সংসদে বিল পাস — [8, 471, 253, 526]
divider — [527, 813, 769, 815]
article-ordinance-body: গুরুত্বপূর্ণ অধ্যাদেশ বাতিলের প্রক্রিয়া বন্ধ করে অবিলম্বে তা আইনে পরিণত করার দাবি জানিয়েছেন বক্তারা। মানববন্ধন ও সমাবেশ থেকে সরকারের উদ্দেশে এ আহ্বান জানানো হয়। — [1274, 1609, 1516, 1653]
continued-label[interactable]: ২-এর পাতায় দেখুন — [1435, 1289, 1516, 1302]
protest-photo — [1274, 1311, 1516, 1471]
list-item — [19, 15, 144, 35]
divider — [8, 1626, 253, 1627]
divider — [8, 869, 253, 871]
filler-body-c2b: প্রতিবেদকের পাঠানো তথ্য অনুযায়ী এ বিষয়ে সংশ্লিষ্ট কর্তৃপক্ষ বিস্তারিত ব্যাখ্যা দিয়েছেন। স্থানীয় বাসিন্দারা জানিয়েছেন, দীর্ঘদিন ধরে এ সমস্যা চলে আসছে। কর্তৃপক্ষ দ্রুত ব্যবস্থা গ্রহণের আশ্বাস দিয়েছেন। এ বিষয়ে একটি তদন্ত কমিটি গঠন করা হয়েছে বলেও জানানো হয়। — [267, 1349, 513, 1425]
article-kushtia-body: কুষ্টিয়ায় স্ত্রীকে হত্যার দায়ে স্বামীকে যাবজ্জীবন কারাদণ্ড দিয়েছেন আদালত। একই সঙ্গে ৫০ হাজার টাকা জরিমানা, অনাদায়ে আরও ছয় মাসের কারাদণ্ড দেওয়া হয়েছে। ২০২৪ সালে এ ঘটনা ঘটে। — [8, 1173, 253, 1233]
article-wifi-body: আগামী ছয় মাসের মধ্যে সারা দেশের সাড়ে ১০ হাজার শিক্ষা প্রতিষ্ঠানে বিনামূল্যে ওয়াই-ফাই সংযোগ দেওয়া হবে বলে জানিয়েছেন সংশ্লিষ্ট কর্তৃপক্ষ। — [1040, 753, 1260, 798]
